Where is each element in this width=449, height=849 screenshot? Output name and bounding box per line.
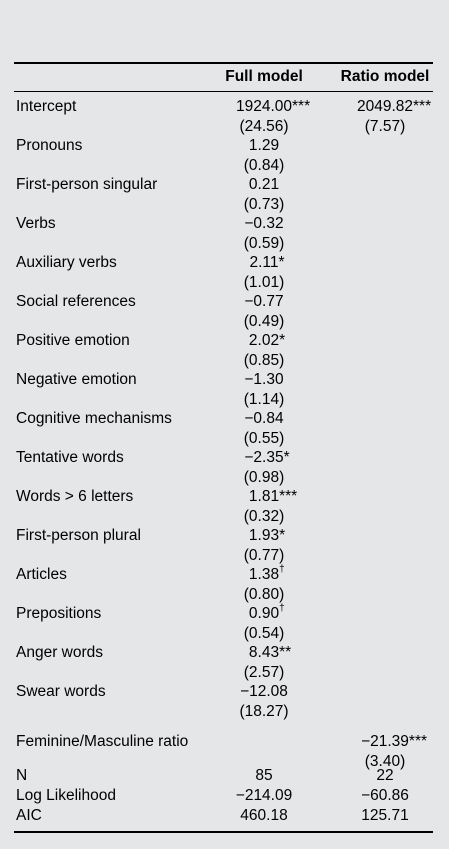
full-model-coef: 1.93* (248, 527, 286, 544)
stat-full-model: −214.09 (235, 787, 293, 804)
dagger-mark: † (279, 563, 285, 575)
full-model-coef (208, 293, 320, 311)
row-label: Pronouns (16, 137, 83, 154)
coefficient-value: 1.38 (248, 566, 280, 583)
full-model-se: (0.55) (243, 430, 285, 447)
full-model-coef (208, 215, 320, 233)
full-model-coef (208, 410, 320, 428)
full-model-coef (208, 602, 320, 623)
top-rule (14, 62, 433, 64)
full-model-se: (2.57) (243, 664, 285, 681)
full-model-se: (0.77) (243, 547, 285, 564)
header-ratio-model: Ratio model (340, 68, 430, 85)
coefficient-value: 8.43 (248, 644, 280, 661)
coefficient-value: 2.02 (248, 332, 280, 349)
stat-label: Log Likelihood (16, 787, 116, 804)
coefficient-value: 1.81 (248, 488, 280, 505)
full-model-coef (208, 563, 320, 584)
stat-ratio-model: 22 (376, 767, 394, 784)
full-model-se: (0.73) (243, 196, 285, 213)
stat-ratio-model: −60.86 (361, 787, 409, 804)
row-label: First-person singular (16, 176, 158, 193)
row-label: Articles (16, 566, 67, 583)
full-model-se: (1.01) (243, 274, 285, 291)
row-label: Social references (16, 293, 136, 310)
full-model-se: (0.54) (243, 625, 285, 642)
stat-label: N (16, 767, 28, 784)
row-label: Prepositions (16, 605, 102, 622)
row-label: Auxiliary verbs (16, 254, 117, 271)
coefficient-value: 1.29 (248, 137, 280, 154)
coefficient-value: 2.11 (249, 254, 279, 271)
row-label: Tentative words (16, 449, 124, 466)
coefficient-value: 1924.00 (235, 98, 293, 115)
dagger-mark: † (279, 602, 285, 614)
row-label: Verbs (16, 215, 56, 232)
full-model-coef: 1924.00*** (235, 98, 311, 115)
full-model-se: (0.32) (243, 508, 285, 525)
row-label: First-person plural (16, 527, 141, 544)
full-model-se: (0.84) (243, 157, 285, 174)
full-model-coef: 2.02* (248, 332, 286, 349)
row-label: Negative emotion (16, 371, 137, 388)
full-model-coef: −2.35* (244, 449, 290, 466)
full-model-coef (208, 683, 320, 701)
full-model-coef: 2.11* (249, 254, 285, 271)
ratio-model-se: (7.57) (364, 118, 406, 135)
full-model-se: (18.27) (239, 703, 289, 720)
full-model-coef (208, 176, 320, 194)
coefficient-value: −21.39 (361, 733, 409, 750)
ratio-model-coef: −21.39*** (361, 733, 428, 750)
header-full-model: Full model (225, 68, 303, 85)
stat-ratio-model: 125.71 (361, 807, 409, 824)
coefficient-value: −0.84 (244, 410, 284, 427)
row-label: Cognitive mechanisms (16, 410, 172, 427)
ratio-model-coef: 2049.82*** (356, 98, 432, 115)
row-label: Feminine/Masculine ratio (16, 733, 189, 750)
coefficient-value: 0.21 (248, 176, 280, 193)
header-rule (14, 91, 433, 92)
coefficient-value: −1.30 (244, 371, 284, 388)
full-model-coef (208, 137, 320, 155)
bottom-rule (14, 831, 433, 833)
full-model-se: (0.59) (243, 235, 285, 252)
stat-full-model: 460.18 (240, 807, 288, 824)
ratio-model-se: (3.40) (364, 753, 406, 770)
full-model-coef (208, 371, 320, 389)
full-model-coef: 1.81*** (248, 488, 298, 505)
coefficient-value: 1.93 (248, 527, 280, 544)
row-label: Swear words (16, 683, 106, 700)
full-model-se: (0.85) (243, 352, 285, 369)
stat-label: AIC (16, 807, 42, 824)
row-label: Words > 6 letters (16, 488, 134, 505)
coefficient-value: −12.08 (240, 683, 288, 700)
full-model-se: (24.56) (239, 118, 289, 135)
coefficient-value: −2.35 (244, 449, 284, 466)
full-model-coef: 8.43** (248, 644, 292, 661)
coefficient-value: 2049.82 (356, 98, 414, 115)
coefficient-value: −0.77 (244, 293, 284, 310)
row-label: Intercept (16, 98, 77, 115)
full-model-se: (0.98) (243, 469, 285, 486)
row-label: Anger words (16, 644, 104, 661)
coefficient-value: 0.90 (248, 605, 280, 622)
row-label: Positive emotion (16, 332, 130, 349)
coefficient-value: −0.32 (244, 215, 284, 232)
full-model-se: (0.49) (243, 313, 285, 330)
full-model-se: (0.80) (243, 586, 285, 603)
full-model-se: (1.14) (243, 391, 285, 408)
stat-full-model: 85 (255, 767, 273, 784)
